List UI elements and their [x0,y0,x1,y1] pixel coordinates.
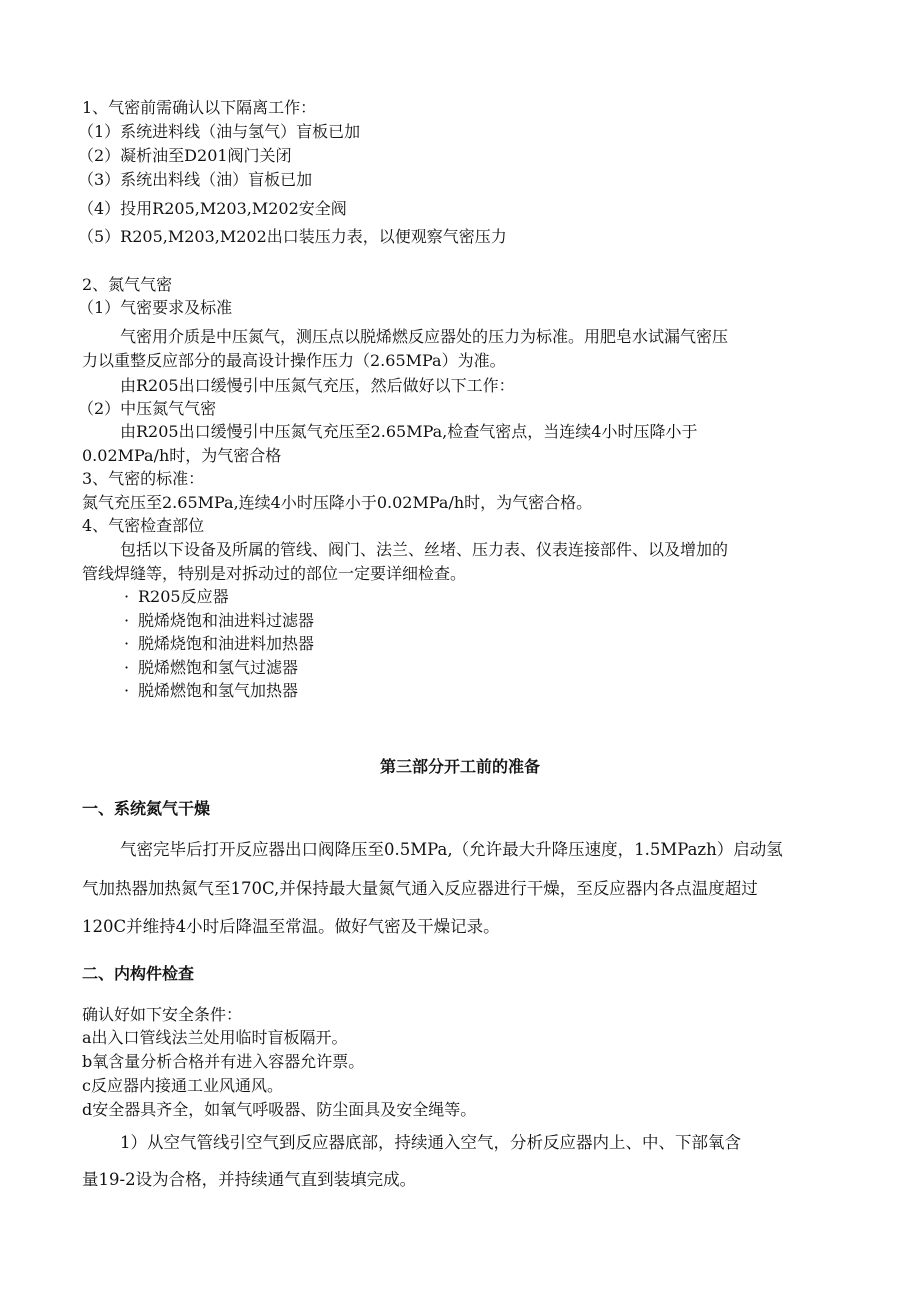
list-item: · 脱烯烧饱和油进料过滤器 [124,611,315,630]
list-item: · R205反应器 [124,587,229,606]
paragraph-line: 120C并维持4小时后降温至常温。做好气密及干燥记录。 [82,917,500,936]
paragraph-line: 确认好如下安全条件： [82,1005,243,1024]
section1-item: （1）系统进料线（油与氢气）盲板已加 [78,122,361,141]
paragraph-line: 氮气充压至2.65MPa,连续4小时压降小于0.02MPa/h时，为气密合格。 [82,493,593,512]
section1-item: （4）投用R205,M203,M202安全阀 [78,199,347,218]
bullet-icon: · [124,658,130,677]
list-item: a出入口管线法兰处用临时盲板隔开。 [82,1028,348,1047]
paragraph-line: 气密完毕后打开反应器出口阀降压至0.5MPa,（允许最大升降压速度，1.5MPazh）启动氢 [120,840,783,859]
bullet-icon: · [124,634,130,653]
list-item: d安全器具齐全，如氧气呼吸器、防尘面具及安全绳等。 [82,1100,477,1119]
section1-title: 1、气密前需确认以下隔离工作： [82,98,317,117]
paragraph-line: 包括以下设备及所属的管线、阀门、法兰、丝堵、压力表、仪表连接部件、以及增加的 [120,540,729,559]
section1-item: （3）系统出料线（油）盲板已加 [78,170,313,189]
paragraph-line: 气密用介质是中压氮气，测压点以脱烯燃反应器处的压力为标准。用肥皂水试漏气密压 [120,327,729,346]
list-item: · 脱烯燃饱和氢气加热器 [124,681,299,700]
bullet-icon: · [124,681,130,700]
paragraph-line: 量19-2设为合格，并持续通气直到装填完成。 [82,1170,417,1189]
paragraph-line: 力以重整反应部分的最高设计操作压力（2.65MPa）为准。 [82,351,506,370]
section-heading: 二、内构件检查 [82,964,195,983]
paragraph-line: 0.02MPa/h时，为气密合格 [82,446,282,465]
part-heading: 第三部分开工前的准备 [379,757,540,776]
section2-title: 2、氮气气密 [82,275,173,294]
section4-title: 4、气密检查部位 [82,516,205,535]
paragraph-line: 气加热器加热氮气至170C,并保持最大量氮气通入反应器进行干燥，至反应器内各点温度超过 [82,879,758,898]
section-heading: 一、系统氮气干燥 [82,799,211,818]
list-item: b氧含量分析合格并有进入容器允许票。 [82,1052,365,1071]
list-item: · 脱烯燃饱和氢气过滤器 [124,658,299,677]
bullet-icon: · [124,611,130,630]
paragraph-line: 由R205出口缓慢引中压氮气充压，然后做好以下工作： [120,376,515,395]
section1-item: （2）凝析油至D201阀门关闭 [78,146,292,165]
bullet-icon: · [124,587,130,606]
list-item: · 脱烯烧饱和油进料加热器 [124,634,315,653]
paragraph-line: 1）从空气管线引空气到反应器底部，持续通入空气，分析反应器内上、中、下部氧含 [120,1133,741,1152]
section2-subtitle: （2）中压氮气气密 [78,399,217,418]
paragraph-line: 管线焊缝等，特别是对拆动过的部位一定要详细检查。 [82,564,467,583]
section1-item: （5）R205,M203,M202出口装压力表，以便观察气密压力 [78,227,507,246]
list-item: c反应器内接通工业风通风。 [82,1076,283,1095]
paragraph-line: 由R205出口缓慢引中压氮气充压至2.65MPa,检查气密点，当连续4小时压降小于 [120,422,698,441]
section3-title: 3、气密的标准： [82,469,205,488]
section2-subtitle: （1）气密要求及标准 [78,298,233,317]
